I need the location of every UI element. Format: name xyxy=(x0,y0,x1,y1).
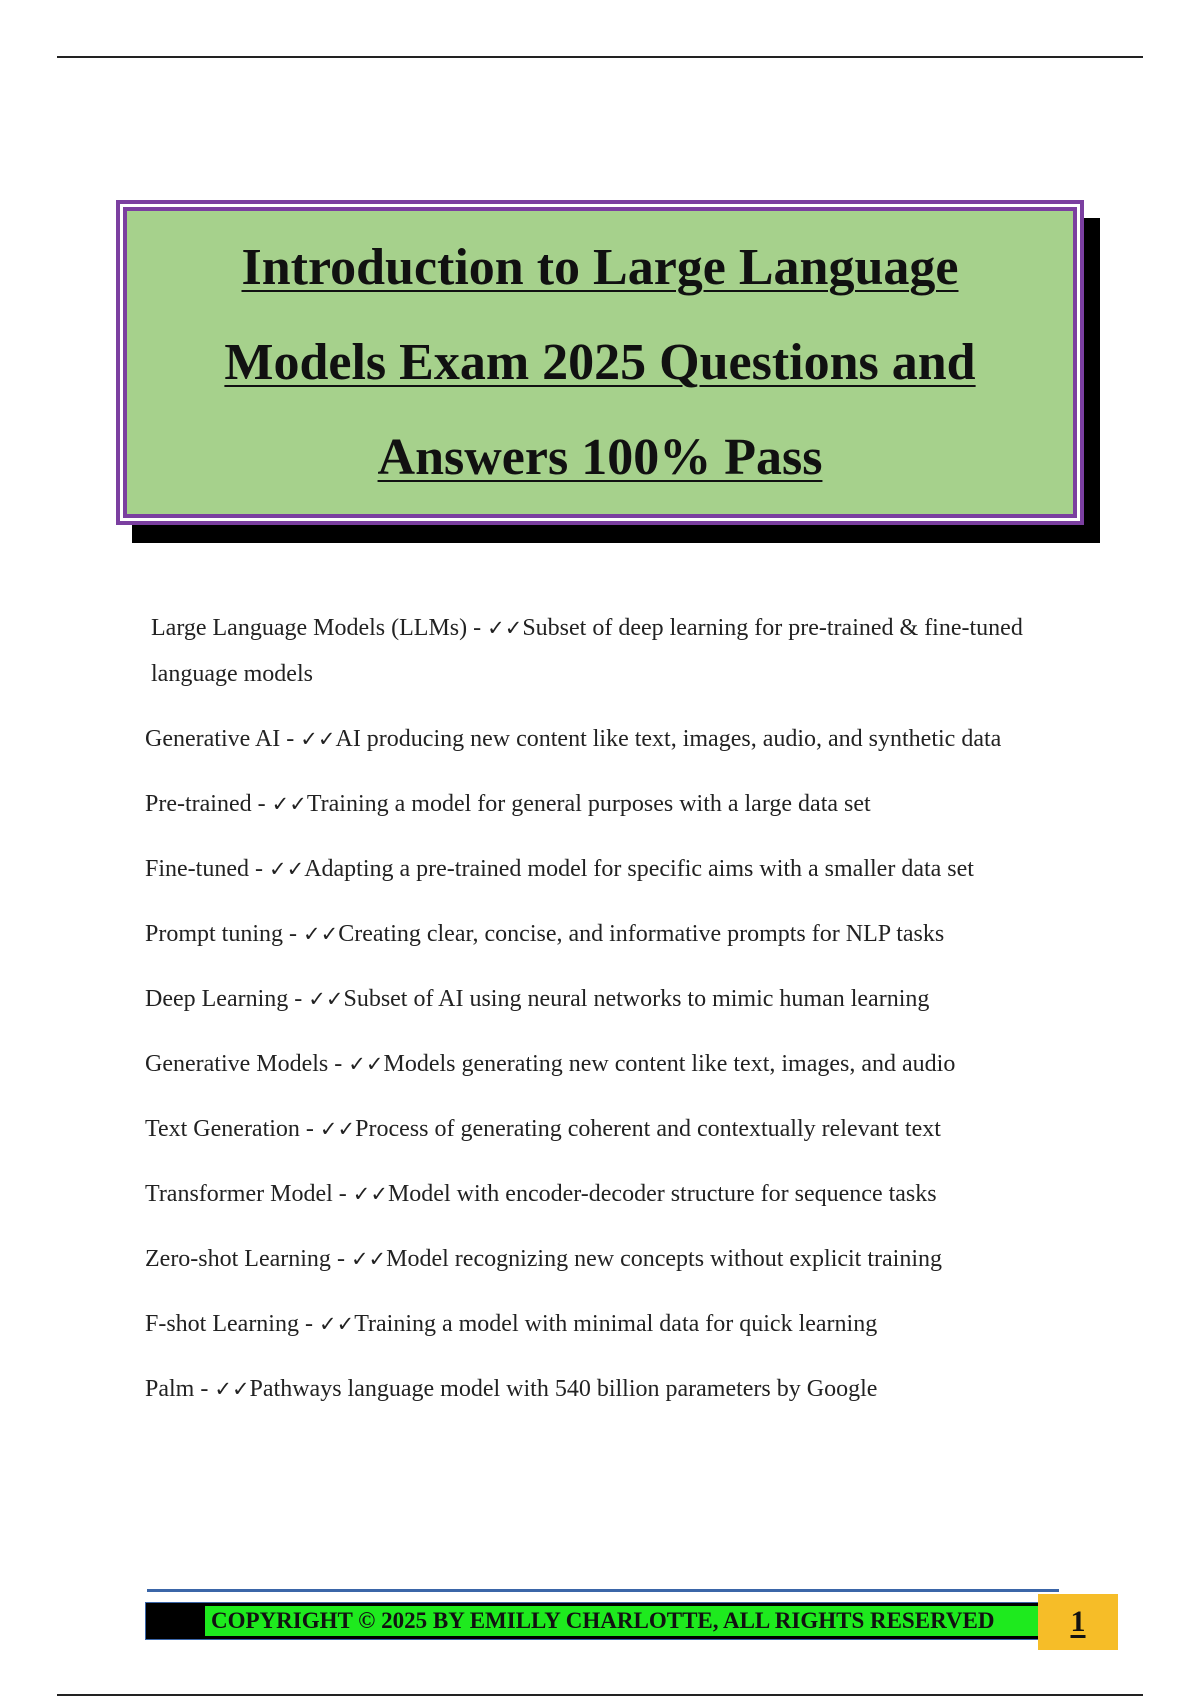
qa-definition: AI producing new content like text, images, audio, and synthetic data xyxy=(335,726,1002,752)
qa-definition: Subset of AI using neural networks to mimic human learning xyxy=(343,986,930,1012)
qa-definition: Training a model for general purposes with a large data set xyxy=(306,791,871,817)
double-check-icon: ✓✓ xyxy=(319,1117,356,1141)
qa-entry: Generative AI - ✓✓AI producing new content like text, images, audio, and synthetic data xyxy=(145,726,1002,752)
footer-rule xyxy=(147,1589,1059,1592)
qa-term: Large Language Models (LLMs) xyxy=(151,615,468,641)
qa-entry: Deep Learning - ✓✓Subset of AI using neural networks to mimic human learning xyxy=(145,986,930,1012)
qa-definition: Subset of deep learning for pre-trained & fine-tuned language models xyxy=(151,615,1023,687)
double-check-icon: ✓✓ xyxy=(318,1312,355,1336)
qa-term: Zero-shot Learning xyxy=(145,1246,331,1272)
qa-definition: Process of generating coherent and contextually relevant text xyxy=(355,1116,941,1142)
qa-definition: Creating clear, concise, and informative prompts for NLP tasks xyxy=(338,921,945,947)
double-check-icon: ✓✓ xyxy=(271,792,307,816)
qa-term: Transformer Model xyxy=(145,1181,333,1207)
double-check-icon: ✓✓ xyxy=(352,1182,388,1206)
qa-definition: Model with encoder-decoder structure for sequence tasks xyxy=(387,1181,937,1207)
qa-entry: Zero-shot Learning - ✓✓Model recognizing new concepts without explicit training xyxy=(145,1246,942,1272)
title-banner-frame xyxy=(116,200,1084,525)
double-check-icon: ✓✓ xyxy=(214,1377,250,1401)
title-banner xyxy=(116,200,1084,525)
page-number-badge xyxy=(1038,1594,1118,1650)
qa-entry: Palm - ✓✓Pathways language model with 540 billion parameters by Google xyxy=(145,1376,878,1402)
copyright-notice: COPYRIGHT © 2025 BY EMILLY CHARLOTTE, ALL RIGHTS RESERVED xyxy=(205,1606,1045,1636)
qa-term: Generative AI xyxy=(145,726,281,752)
double-check-icon: ✓✓ xyxy=(300,727,336,751)
document-title: Introduction to Large Language Models Exam 2025 Questions and Answers 100% Pass xyxy=(224,239,976,486)
qa-entry: F-shot Learning - ✓✓Training a model with minimal data for quick learning xyxy=(145,1311,878,1337)
qa-definition: Pathways language model with 540 billion parameters by Google xyxy=(249,1376,878,1402)
double-check-icon: ✓✓ xyxy=(348,1052,384,1076)
page-number: 1 xyxy=(1070,1605,1086,1638)
qa-term: Prompt tuning xyxy=(145,921,284,947)
bottom-rule xyxy=(57,1694,1143,1696)
qa-definition: Adapting a pre-trained model for specific aims with a smaller data set xyxy=(304,856,974,882)
double-check-icon: ✓✓ xyxy=(487,616,523,640)
qa-term: Fine-tuned xyxy=(145,856,249,882)
qa-entry: Fine-tuned - ✓✓Adapting a pre-trained model for specific aims with a smaller data set xyxy=(145,856,974,882)
double-check-icon: ✓✓ xyxy=(350,1247,387,1271)
qa-definition: Model recognizing new concepts without explicit training xyxy=(386,1246,942,1272)
qa-term: Palm xyxy=(145,1376,195,1402)
qa-definition: Training a model with minimal data for quick learning xyxy=(354,1311,878,1337)
qa-term: Generative Models xyxy=(145,1051,329,1077)
double-check-icon: ✓✓ xyxy=(303,922,339,946)
qa-definition: Models generating new content like text, images, and audio xyxy=(383,1051,956,1077)
qa-entry: Generative Models - ✓✓Models generating new content like text, images, and audio xyxy=(145,1051,956,1077)
qa-entry: Text Generation - ✓✓Process of generating coherent and contextually relevant text xyxy=(145,1116,941,1142)
double-check-icon: ✓✓ xyxy=(308,987,344,1011)
qa-entry: Pre-trained - ✓✓Training a model for general purposes with a large data set xyxy=(145,791,871,817)
qa-term: Deep Learning xyxy=(145,986,289,1012)
qa-entry: Transformer Model - ✓✓Model with encoder-decoder structure for sequence tasks xyxy=(145,1181,937,1207)
double-check-icon: ✓✓ xyxy=(268,857,305,881)
qa-term: Text Generation xyxy=(145,1116,300,1142)
qa-entry: Prompt tuning - ✓✓Creating clear, concise, and informative prompts for NLP tasks xyxy=(145,921,945,947)
qa-entry: Large Language Models (LLMs) - ✓✓Subset of deep learning for pre-trained & fine-tuned language models xyxy=(151,615,1023,687)
header-rule xyxy=(57,56,1143,58)
qa-term: F-shot Learning xyxy=(145,1311,299,1337)
qa-term: Pre-trained xyxy=(145,791,252,817)
qa-list xyxy=(145,605,1065,1431)
